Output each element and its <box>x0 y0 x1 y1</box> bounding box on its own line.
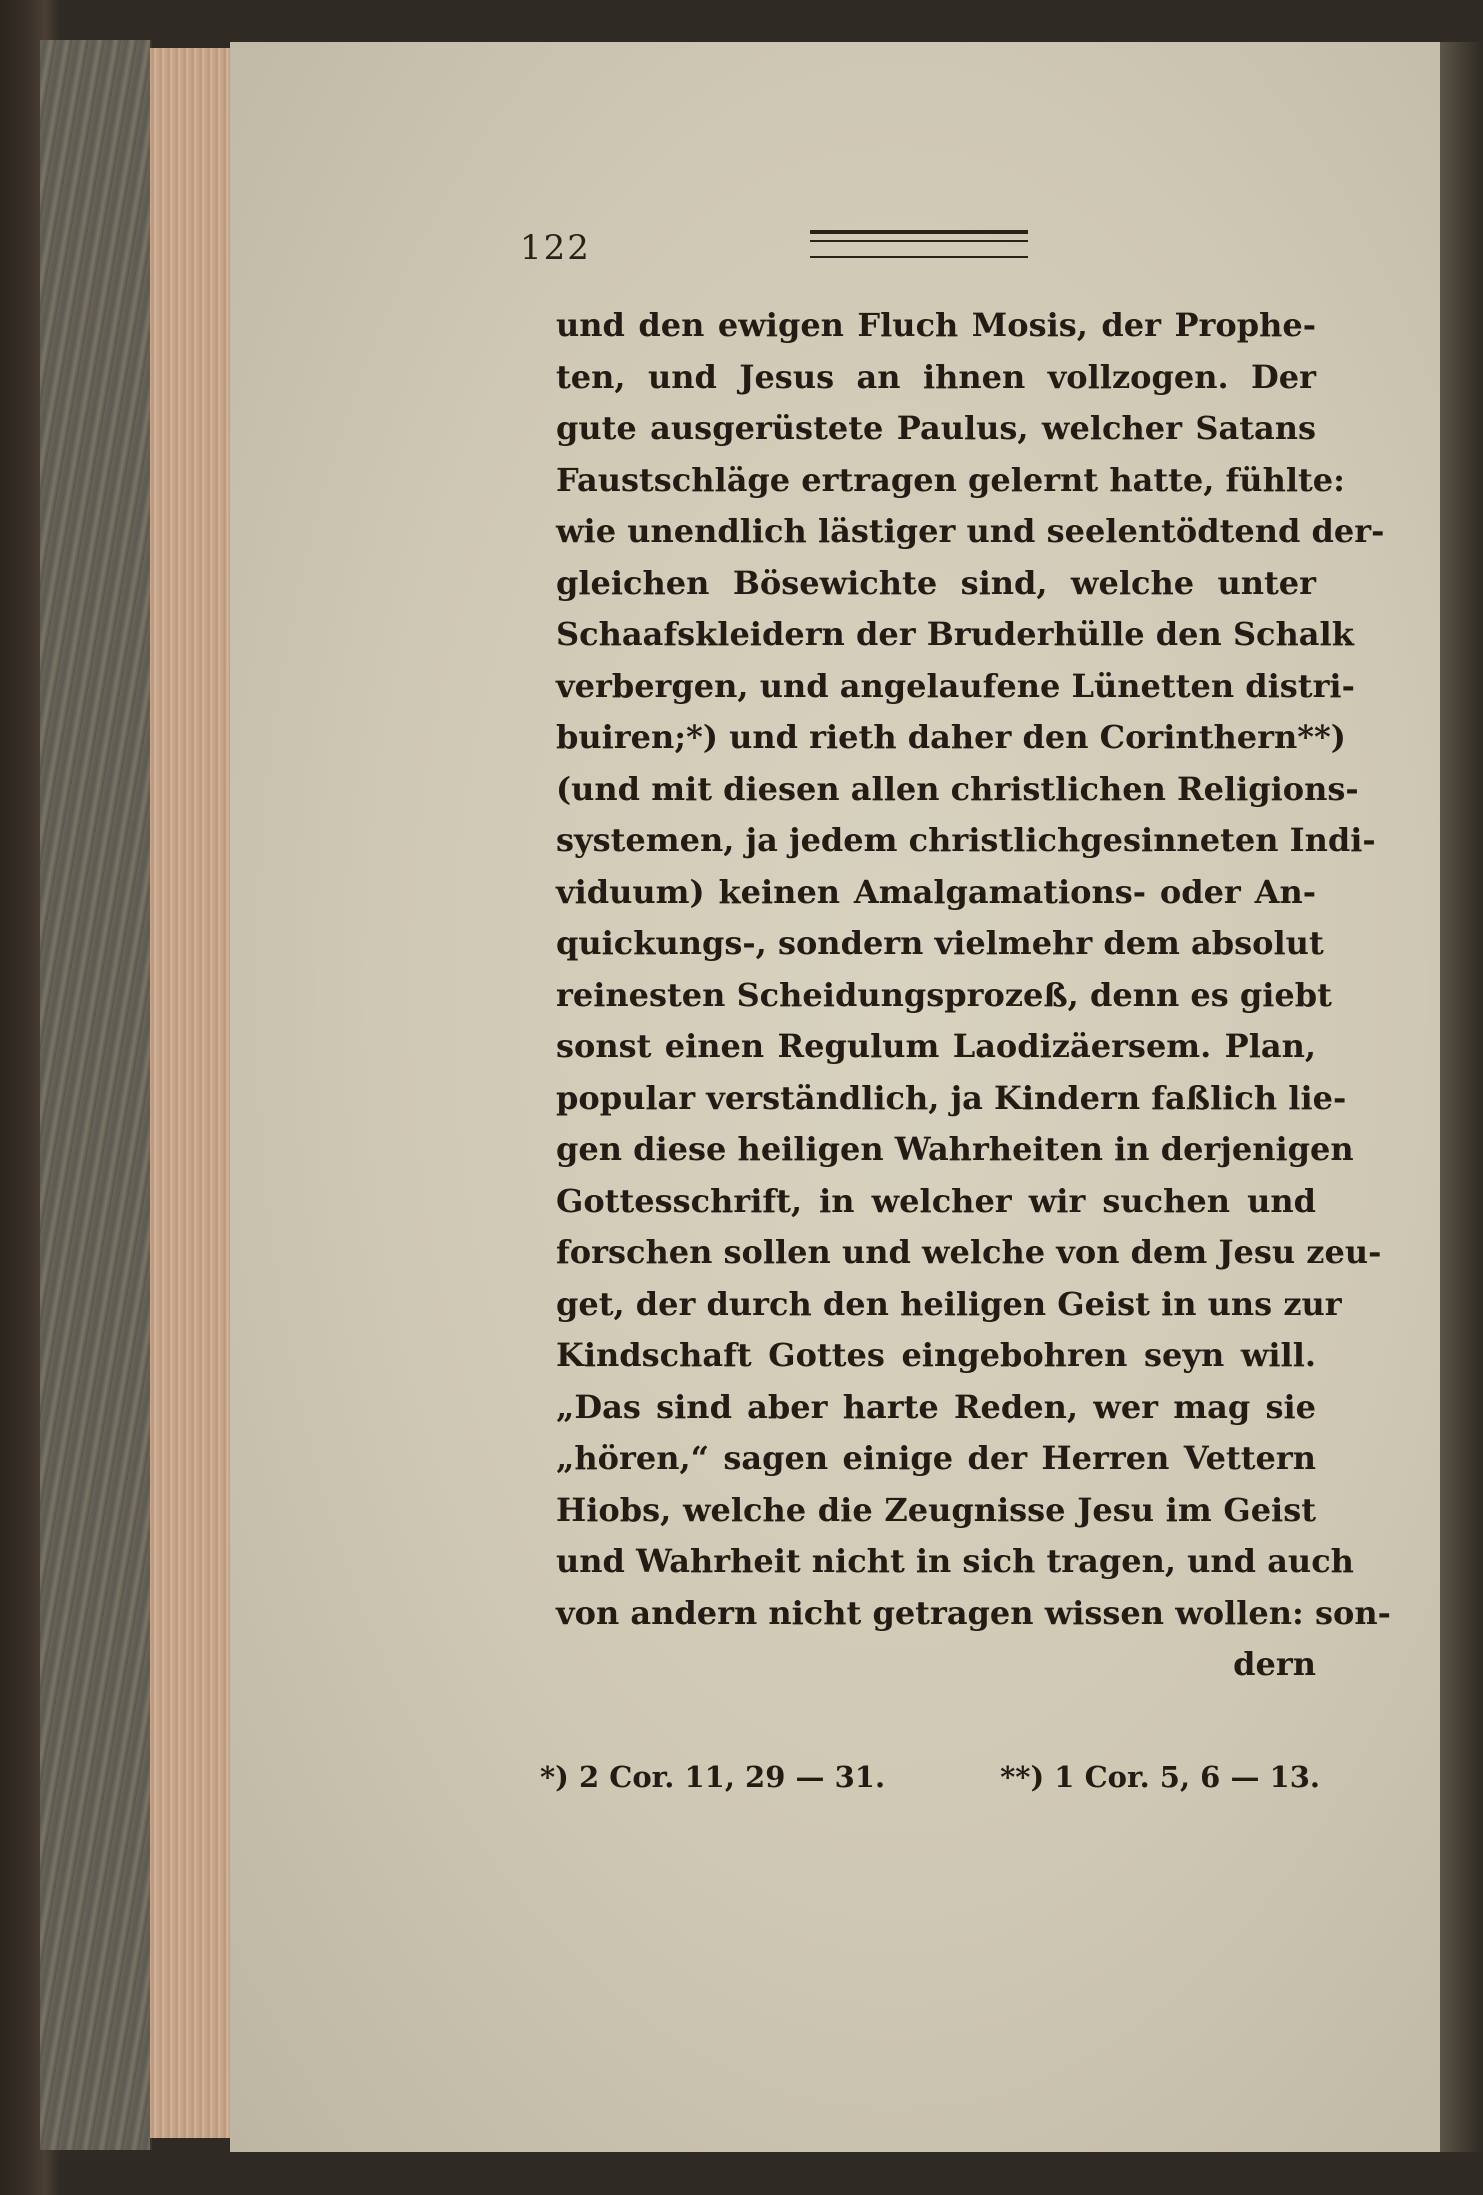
text-line: get, der durch den heiligen Geist in uns zur <box>556 1284 1342 1323</box>
text-line: buiren;*) und rieth daher den Corinthern**) <box>556 718 1346 756</box>
text-line: Hiobs, welche die Zeugnisse Jesu im Geist <box>556 1490 1316 1529</box>
footnotes <box>540 1760 1320 1794</box>
text-line: Schaafskleidern der Bruderhülle den Schalk <box>556 615 1354 653</box>
text-line: Faustschläge ertragen gelernt hatte, fühlte: <box>556 460 1345 499</box>
text-line: gleichen Bösewichte sind, welche unter <box>556 563 1316 602</box>
footnote: *) 2 Cor. 11, 29 — 31. <box>540 1760 886 1794</box>
page-edges <box>150 48 231 2138</box>
text-line: forschen sollen und welche von dem Jesu zeu- <box>556 1233 1382 1271</box>
body-text <box>556 300 1391 1691</box>
text-line: und Wahrheit nicht in sich tragen, und auch <box>556 1542 1354 1580</box>
text-line: gute ausgerüstete Paulus, welcher Satans <box>556 409 1316 447</box>
gutter-shadow <box>1440 42 1483 2152</box>
text-line: wie unendlich lästiger und seelentödtend der- <box>556 512 1385 550</box>
catchword: dern <box>1233 1645 1316 1683</box>
text-line: sonst einen Regulum Laodizäersem. Plan, <box>556 1027 1316 1065</box>
text-line: ten, und Jesus an ihnen vollzogen. Der <box>556 357 1316 396</box>
text-line: reinesten Scheidungsprozeß, denn es giebt <box>556 975 1332 1014</box>
text-line: viduum) keinen Amalgamations- oder An- <box>556 872 1316 911</box>
text-line: Gottesschrift, in welcher wir suchen und <box>556 1181 1316 1220</box>
book-cover-edge <box>40 40 152 2150</box>
header-rule <box>810 230 1028 258</box>
text-line: Kindschaft Gottes eingebohren seyn will. <box>556 1336 1316 1374</box>
text-line: systemen, ja jedem christlichgesinneten Indi- <box>556 821 1376 859</box>
text-line: „hören,“ sagen einige der Herren Vettern <box>556 1439 1316 1477</box>
text-line: gen diese heiligen Wahrheiten in derjenigen <box>556 1130 1354 1168</box>
text-line: quickungs-, sondern vielmehr dem absolut <box>556 924 1324 962</box>
text-line: „Das sind aber harte Reden, wer mag sie <box>556 1387 1316 1426</box>
footnote: **) 1 Cor. 5, 6 — 13. <box>1000 1760 1320 1794</box>
text-line: und den ewigen Fluch Mosis, der Prophe- <box>556 306 1316 344</box>
text-line: (und mit diesen allen christlichen Religions- <box>556 769 1359 808</box>
text-line: verbergen, und angelaufene Lünetten distri- <box>556 666 1355 705</box>
text-line: von andern nicht getragen wissen wollen: son- <box>556 1593 1391 1632</box>
text-line: popular verständlich, ja Kindern faßlich lie- <box>556 1078 1347 1117</box>
page-number: 122 <box>520 228 591 268</box>
